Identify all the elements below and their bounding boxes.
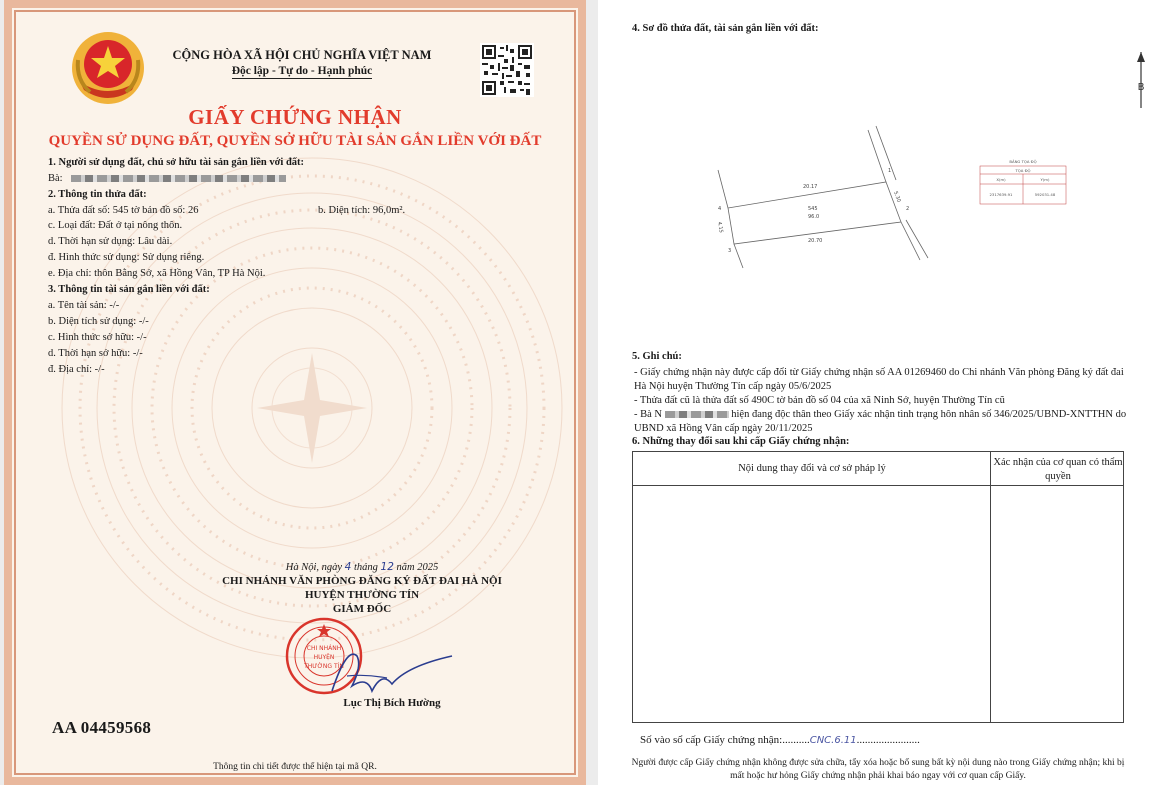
section-4-heading: 4. Sơ đồ thửa đất, tài sản gắn liền với đất: (632, 23, 819, 34)
parcel-area: b. Diện tích: 96,0m². (318, 205, 406, 216)
owner-line (48, 173, 286, 184)
registry-value: CNC.6.11 (809, 735, 857, 746)
plot-area: 96.0 (808, 214, 820, 220)
certificate-front-page (4, 0, 586, 785)
redacted-owner-name (71, 175, 286, 182)
note-item: - Bà N hiện đang độc thân theo Giấy xác nhận tình trạng hôn nhân số 346/2025/UBND-XNTTHN do UBND xã Hồng Vân cấp ngày 20/11/2025 (634, 409, 1127, 434)
plot-point-1: 1 (888, 168, 892, 174)
issuing-district: HUYỆN THƯỜNG TÍN (304, 589, 420, 601)
plot-point-4: 4 (718, 206, 722, 212)
section-1-heading: 1. Người sử dụng đất, chủ sở hữu tài sản gắn liền với đất: (48, 157, 305, 168)
plot-parcel-number: 545 (808, 206, 818, 212)
parcel-address: e. Địa chỉ: thôn Bằng Sở, xã Hồng Vân, TP Hà Nội. (48, 268, 266, 279)
asset-ownership-term: d. Thời hạn sở hữu: -/- (48, 348, 143, 359)
usage-term: d. Thời hạn sử dụng: Lâu dài. (48, 236, 173, 247)
changes-table (632, 451, 1124, 723)
usage-form: đ. Hình thức sử dụng: Sử dụng riêng. (48, 252, 205, 263)
nation-heading: CỘNG HÒA XÃ HỘI CHỦ NGHĨA VIỆT NAM (172, 48, 432, 62)
signer-position: GIÁM ĐỐC (332, 603, 392, 615)
issuing-office: CHI NHÁNH VĂN PHÒNG ĐĂNG KÝ ĐẤT ĐAI HÀ NỘI (222, 575, 502, 587)
issue-date: Hà Nội, ngày 4 tháng 12 năm 2025 (285, 561, 439, 573)
svg-text:HUYỆN: HUYỆN (313, 654, 335, 661)
certificate-serial: AA 04459568 (52, 718, 152, 737)
notes-block (634, 366, 1134, 436)
plot-point-2: 2 (906, 206, 910, 212)
certificate-title: GIẤY CHỨNG NHẬN (188, 105, 402, 129)
coord-col-y: Y(m) (1040, 177, 1050, 182)
section-2-heading: 2. Thông tin thửa đất: (48, 189, 147, 200)
certificate-subtitle: QUYỀN SỬ DỤNG ĐẤT, QUYỀN SỞ HỮU TÀI SẢN GẮN LIỀN VỚI ĐẤT (48, 133, 542, 149)
note-item: - Giấy chứng nhận này được cấp đổi từ Giấy chứng nhận số AA 01269460 do Chi nhánh Văn phòng Đăng ký đất đai Hà Nội huyện Thường Tín cấp ngày 05/6/2025 (634, 367, 1124, 392)
land-type: c. Loại đất: Đất ở tại nông thôn. (48, 220, 183, 231)
signer-name: Lục Thị Bích Hường (343, 697, 441, 709)
coord-col-x: X(m) (996, 177, 1006, 182)
asset-area: b. Diện tích sử dụng: -/- (48, 316, 149, 327)
parcel-number: a. Thửa đất số: 545 tờ bản đồ số: 26 (48, 205, 199, 216)
section-5-heading: 5. Ghi chú: (632, 351, 682, 362)
section-3-heading: 3. Thông tin tài sản gắn liền với đất: (48, 284, 210, 295)
footer-warning: Người được cấp Giấy chứng nhận không được sửa chữa, tẩy xóa hoặc bổ sung bất kỳ nội dung nào trong Giấy chứng nhận; khi bị mất hoặc hư hỏng Giấy chứng nhận phải khai báo ngay với cơ quan cấp Giấy. (631, 758, 1125, 781)
asset-name: a. Tên tài sản: -/- (48, 300, 120, 311)
changes-content-column (633, 452, 991, 722)
certificate-back-page (598, 0, 1170, 785)
plot-right-length: 5.30 (892, 190, 902, 204)
plot-point-3: 3 (728, 248, 732, 254)
section-6-heading: 6. Những thay đổi sau khi cấp Giấy chứng nhận: (632, 436, 850, 447)
north-label: B (1137, 82, 1145, 93)
column-header-content: Nội dung thay đổi và cơ sở pháp lý (738, 463, 886, 474)
column-header-confirmation: Xác nhận của cơ quan có thẩm quyền (993, 457, 1123, 482)
coordinate-table (978, 158, 1068, 218)
land-parcel-diagram (708, 110, 958, 280)
registry-number: Số vào sổ cấp Giấy chứng nhận:..........CNC.6.11....................... (640, 734, 920, 746)
svg-text:CHI NHÁNH: CHI NHÁNH (306, 645, 342, 652)
coord-table-sub: TỌA ĐỘ (1015, 168, 1031, 173)
qr-note: Thông tin chi tiết được thể hiện tại mã QR. (213, 762, 377, 772)
coord-table-title: BẢNG TỌA ĐỘ (1009, 159, 1037, 164)
qr-code-icon[interactable] (480, 43, 534, 97)
coord-y-value: 592031.48 (1034, 192, 1056, 197)
asset-ownership-form: c. Hình thức sở hữu: -/- (48, 332, 147, 343)
plot-top-length: 20.17 (803, 184, 818, 190)
north-arrow-icon (1131, 50, 1151, 110)
plot-bottom-length: 20.70 (808, 238, 823, 244)
handwritten-signature-icon (312, 636, 462, 706)
owner-label: Bà: (48, 173, 63, 184)
motto: Độc lập - Tự do - Hạnh phúc (231, 65, 373, 77)
plot-left-length: 4.15 (716, 221, 724, 234)
note-item: - Thửa đất cũ là thửa đất số 490C tờ bản đồ số 04 của xã Ninh Sở, huyện Thường Tín cũ (634, 395, 1005, 406)
asset-address: đ. Địa chỉ: -/- (48, 364, 105, 375)
svg-text:THƯỜNG TÍN: THƯỜNG TÍN (304, 663, 344, 670)
redacted-name (665, 411, 729, 418)
coord-x-value: 2317639.91 (989, 192, 1013, 197)
